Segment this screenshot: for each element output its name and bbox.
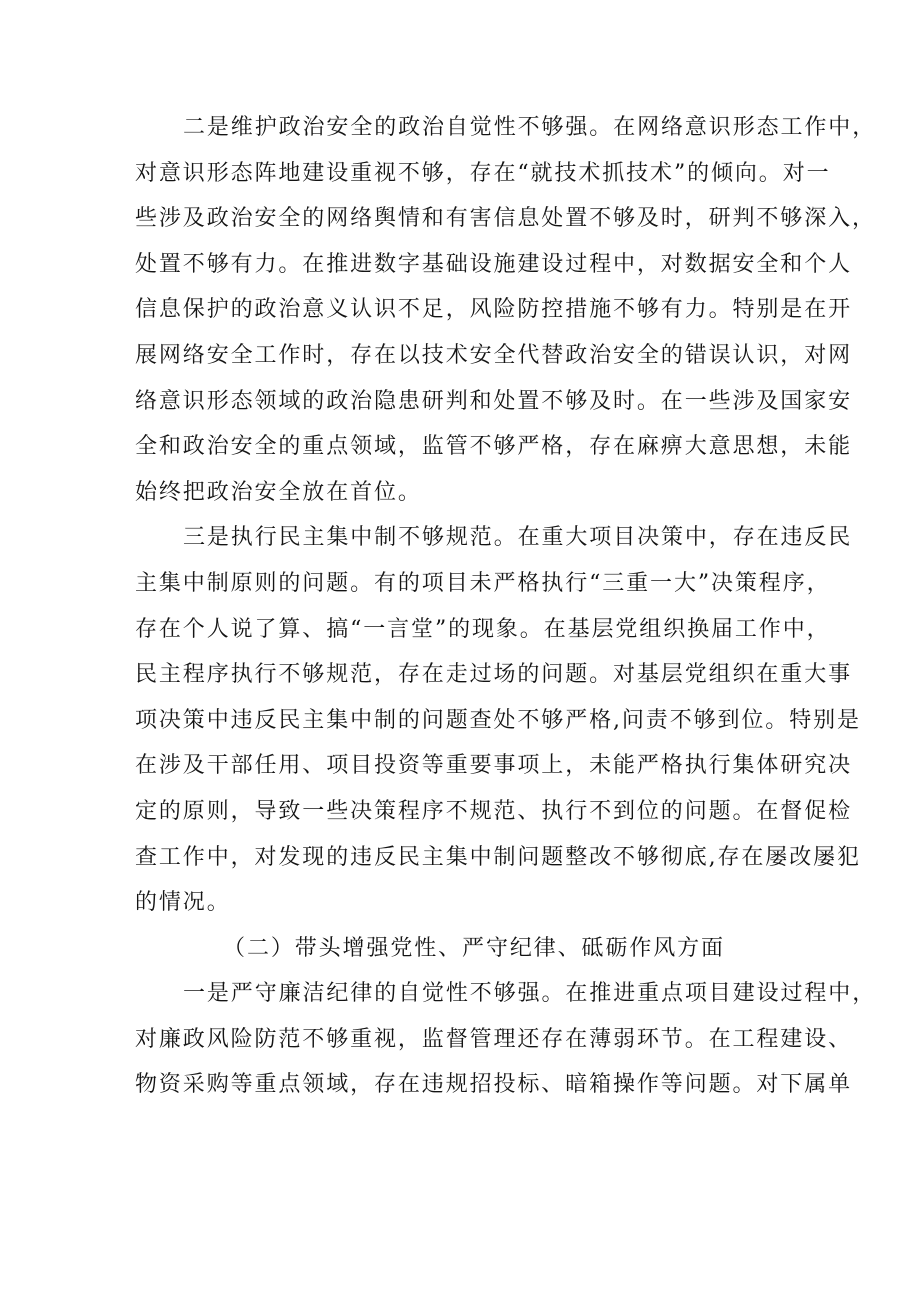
text-line: 定的原则，导致一些决策程序不规范、执行不到位的问题。在督促检 bbox=[135, 798, 853, 824]
text-line: 始终把政治安全放在首位。 bbox=[135, 479, 422, 505]
text-line: 存在个人说了算、搞“一言堂”的现象。在基层党组织换届工作中， bbox=[135, 616, 831, 642]
text-line: 查工作中，对发现的违反民主集中制问题整改不够彻底,存在屡改屡犯 bbox=[135, 844, 861, 870]
text-line: 主集中制原则的问题。有的项目未严格执行“三重一大”决策程序， bbox=[135, 570, 831, 596]
text-line: 项决策中违反民主集中制的问题查处不够严格,问责不够到位。特别是 bbox=[135, 707, 861, 733]
text-line: 对廉政风险防范不够重视，监督管理还存在薄弱环节。在工程建设、 bbox=[135, 1026, 853, 1052]
text-line: 全和政治安全的重点领域，监管不够严格，存在麻痹大意思想，未能 bbox=[135, 434, 853, 460]
text-line: 民主程序执行不够规范，存在走过场的问题。对基层党组织在重大事 bbox=[135, 662, 853, 688]
text-line: 在涉及干部任用、项目投资等重要事项上，未能严格执行集体研究决 bbox=[135, 753, 853, 779]
text-line: 展网络安全工作时，存在以技术安全代替政治安全的错误认识，对网 bbox=[135, 342, 853, 368]
text-line: 些涉及政治安全的网络舆情和有害信息处置不够及时，研判不够深入， bbox=[135, 206, 876, 232]
text-line: 的情况。 bbox=[135, 890, 231, 916]
text-line: 一是严守廉洁纪律的自觉性不够强。在推进重点项目建设过程中， bbox=[183, 981, 877, 1007]
text-line: 信息保护的政治意义认识不足，风险防控措施不够有力。特别是在开 bbox=[135, 297, 853, 323]
text-line: 三是执行民主集中制不够规范。在重大项目决策中，存在违反民 bbox=[183, 525, 853, 551]
text-line: 对意识形态阵地建设重视不够，存在“就技术抓技术”的倾向。对一 bbox=[135, 160, 831, 186]
paragraph-integrity-discipline bbox=[135, 971, 877, 1108]
paragraph-democratic-centralism bbox=[135, 515, 861, 925]
text-line: 处置不够有力。在推进数字基础设施建设过程中，对数据安全和个人 bbox=[135, 251, 853, 277]
text-line: 络意识形态领域的政治隐患研判和处置不够及时。在一些涉及国家安 bbox=[135, 388, 853, 414]
text-line: 物资采购等重点领域，存在违规招投标、暗箱操作等问题。对下属单 bbox=[135, 1072, 853, 1098]
section-heading: （二）带头增强党性、严守纪律、砥砺作风方面 bbox=[223, 935, 725, 961]
text-line: 二是维护政治安全的政治自觉性不够强。在网络意识形态工作中， bbox=[183, 115, 877, 140]
document-body bbox=[135, 105, 877, 1108]
paragraph-political-security bbox=[135, 105, 877, 515]
